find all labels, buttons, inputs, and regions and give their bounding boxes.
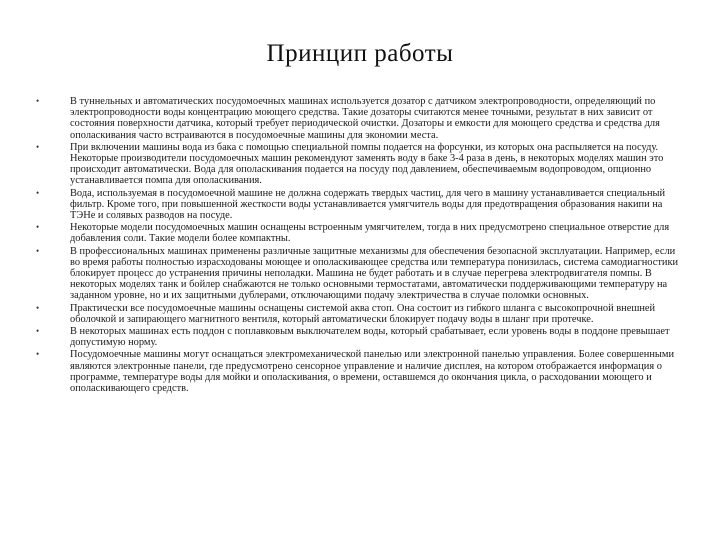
bullet-list — [36, 96, 684, 395]
bullet-dot-icon: • — [36, 187, 40, 198]
bullet-text: В некоторых машинах есть поддон с поплавковым выключателем воды, который срабатывает, если уровень воды в поддоне превышает допустимую норму. — [70, 326, 670, 349]
bullet-item — [36, 303, 684, 325]
bullet-dot-icon: • — [36, 141, 40, 152]
bullet-dot-icon: • — [36, 245, 40, 256]
bullet-text: Вода, используемая в посудомоечной машине не должна содержать твердых частиц, для чего в машину устанавливается специальный фильтр. Кроме того, при повышенной жесткости воды устанавливается умягчитель воды для предотвращения образования накипи на ТЭНе и солявых разводов на посуде. — [70, 187, 666, 222]
bullet-item — [36, 246, 684, 302]
bullet-text: Некоторые модели посудомоечных машин оснащены встроенным умягчителем, тогда в них предусмотрено специальное отверстие для добавления соли. Такие модели более компактны. — [70, 222, 670, 245]
bullet-dot-icon: • — [36, 302, 40, 313]
bullet-dot-icon: • — [36, 222, 40, 233]
bullet-text: В туннельных и автоматических посудомоечных машинах используется дозатор с датчиком электропроводности, определяющий по электропроводности воды концентрацию моющего средства. Такие дозаторы считаются менее точными, результат в них зависит от состояния поверхности датчика, который требует периодической очистки. Дозаторы и емкости для моющего средства и средства для ополаскивания часто встраиваются в посудомоечные машины для экономии места. — [70, 96, 660, 141]
bullet-item — [36, 222, 684, 244]
bullet-text: В профессиональных машинах применены различные защитные механизмы для обеспечения безопасной эксплуатации. Например, если во время работы полностью израсходованы моющее и ополаскивающее средства или температура понизилась, система самодиагностики блокирует процесс до устранения причины неполадки. Машина не будет работать и в случае перегрева электродвигателя помпы. В некоторых моделях танк и бойлер снабжаются не только основными термостатами, автоматически поддерживающими температуру на заданном уровне, но и их защитными дублерами, отключающими подачу электричества в случае поломки основных. — [70, 245, 679, 302]
bullet-text: Практически все посудомоечные машины оснащены системой аква стоп. Она состоит из гибкого шланга с высокопрочной внешней оболочкой и запирающего магнитного вентиля, который автоматически блокирует подачу воды в шланг при протечке. — [70, 302, 656, 325]
bullet-text: При включении машины вода из бака с помощью специальной помпы подается на форсунки, из которых она распыляется на посуду. Некоторые производители посудомоечных машин рекомендуют заменять воду в баке 3-4 раза в день, в некоторых моделях машин это происходит автоматически. Вода для ополаскивания подается на посуду под давлением, обеспечиваемым водопроводом, опционно устанавливается помпа для ополаскивания. — [70, 141, 664, 187]
bullet-text: Посудомоечные машины могут оснащаться электромеханической панелью или электронной панелью управления. Более совершенными являются электронные панели, где предусмотрено сенсорное управление и наличие дисплея, на котором отображается информация о программе, температуре воды для мойки и ополаскивания, о времени, оставшемся до окончания цикла, о расходовании моющего и ополаскивающего средств. — [70, 349, 675, 395]
bullet-item — [36, 142, 684, 187]
bullet-item — [36, 326, 684, 348]
bullet-dot-icon: • — [36, 349, 40, 360]
bullet-dot-icon: • — [36, 326, 40, 337]
bullet-dot-icon: • — [36, 96, 40, 106]
bullet-item — [36, 188, 684, 222]
slide-title: Принцип работы — [266, 40, 454, 67]
bullet-item — [36, 349, 684, 394]
bullet-item — [36, 96, 684, 141]
